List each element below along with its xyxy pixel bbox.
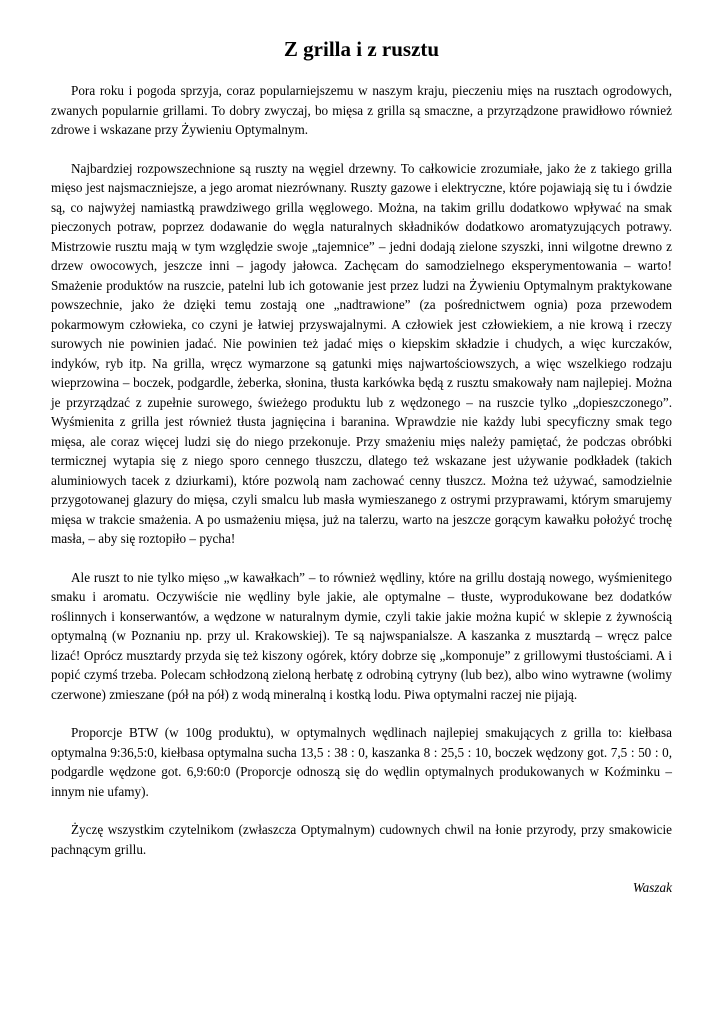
paragraph-intro: Pora roku i pogoda sprzyja, coraz popularniejszemu w naszym kraju, pieczeniu mięs na rusztach ogrodowych, zwanych popularnie grillami. To dobry zwyczaj, bo mięsa z grilla są smaczne, a przyrządzone prawidłowo również zdrowe i wskazane przy Żywieniu Optymalnym. [51, 83, 672, 137]
paragraph-grill-types: Najbardziej rozpowszechnione są ruszty na węgiel drzewny. To całkowicie zrozumiałe, jako że z takiego grilla mięso jest najsmaczniejsze, a jego aromat niezrównany. Ruszty gazowe i elektryczne, które pojawiają się tu i ówdzie są, co najwyżej namiastką prawdziwego grilla węglowego. Można, na takim grillu dodatkowo wpływać na smak pieczonych potraw, poprzez dodawanie do węgla naturalnych składników dodatkowo aromatyzujących potrawy. Mistrzowie rusztu mają w tym względzie swoje „tajemnice” – jedni dodają zielone szyszki, inni wilgotne drewno z drzew owocowych, jeszcze inni – jagody jałowca. Zachęcam do samodzielnego eksperymentowania – warto! Smażenie produktów na ruszcie, patelni lub ich gotowanie jest przez ludzi na Żywieniu Optymalnym praktykowane powszechnie, jako że dzięki temu zostają one „nadtrawione” (za pośrednictwem ognia) poza przewodem pokarmowym człowieka, co czyni je łatwiej przyswajalnymi. A człowiek jest człowiekiem, a nie krową i rzeczy surowych nie powinien jadać. Nie powinien też jadać mięs o kiepskim składzie i chudych, a więc kurczaków, indyków, ryb itp. Na grilla, wręcz wymarzone są gatunki mięs najwartościowszych, a więc wszelkiego rodzaju wieprzowina – boczek, podgardle, żeberka, słonina, tłusta karkówka będą z rusztu smakowały nam najlepiej. Można je przyrządzać z zupełnie surowego, świeżego produktu lub z wędzonego – na ruszcie tylko „dopieszczonego”. Wyśmienita z grilla jest również tłusta jagnięcina i baranina. Wprawdzie nie każdy lubi specyficzny smak tego mięsa, ale coraz więcej ludzi się do niego przekonuje. Przy smażeniu mięs należy pamiętać, że podczas obróbki termicznej wytapia się z niego sporo cennego tłuszczu, dlatego też wskazane jest używanie podkładek (takich aluminiowych tacek z dziurkami), które pozwolą nam zachować cenny tłuszcz. Można też używać, samodzielnie przygotowanej glazury do mięsa, czyli smalcu lub masła wymieszanego z ostrymi przyprawami, którym smarujemy mięsa w trakcie smażenia. A po usmażeniu mięsa, już na talerzu, warto na jeszcze gorącym kawałku położyć trochę masła, – aby się roztopiło – pycha! [51, 160, 672, 546]
paragraph-sausages: Ale ruszt to nie tylko mięso „w kawałkach” – to również wędliny, które na grillu dostają nowego, wyśmienitego smaku i aromatu. Oczywiście nie wędliny byle jakie, ale optymalne – tłuste, wyprodukowane bez dodatków roślinnych i konserwantów, a wędzone w naturalnym dymie, czyli takie jakie można kupić w sklepie z żywnością optymalną (w Poznaniu np. przy ul. Krakowskiej). Te są najwspanialsze. A kaszanka z musztardą – wręcz palce lizać! Oprócz musztardy przyda się też kiszony ogórek, który dobrze się „komponuje” z grillowymi tłustościami. A i popić czymś trzeba. Polecam schłodzoną zieloną herbatę z odrobiną cytryny (lub bez), albo wino wytrawne (wolimy czerwone) zmieszane (pół na pół) z wodą mineralną i kostką lodu. Piwa optymalni raczej nie pijają. [51, 569, 672, 702]
document-title: Z grilla i z rusztu [283, 37, 440, 61]
author-signature: Waszak [632, 880, 672, 895]
paragraph-proportions: Proporcje BTW (w 100g produktu), w optymalnych wędlinach najlepiej smakujących z grilla to: kiełbasa optymalna 9:36,5:0, kiełbasa optymalna sucha 13,5 : 38 : 0, kaszanka 8 : 25,5 : 10, boczek wędzony got. 7,5 : 50 : 0, podgardle wędzone got. 6,9:60:0 (Proporcje odnoszą się do wędlin optymalnych produkowanych w Koźminku – innym nie ufamy). [51, 725, 672, 799]
paragraph-wishes: Życzę wszystkim czytelnikom (zwłaszcza Optymalnym) cudownych chwil na łonie przyrody, przy smakowicie pachnącym grillu. [51, 822, 672, 857]
